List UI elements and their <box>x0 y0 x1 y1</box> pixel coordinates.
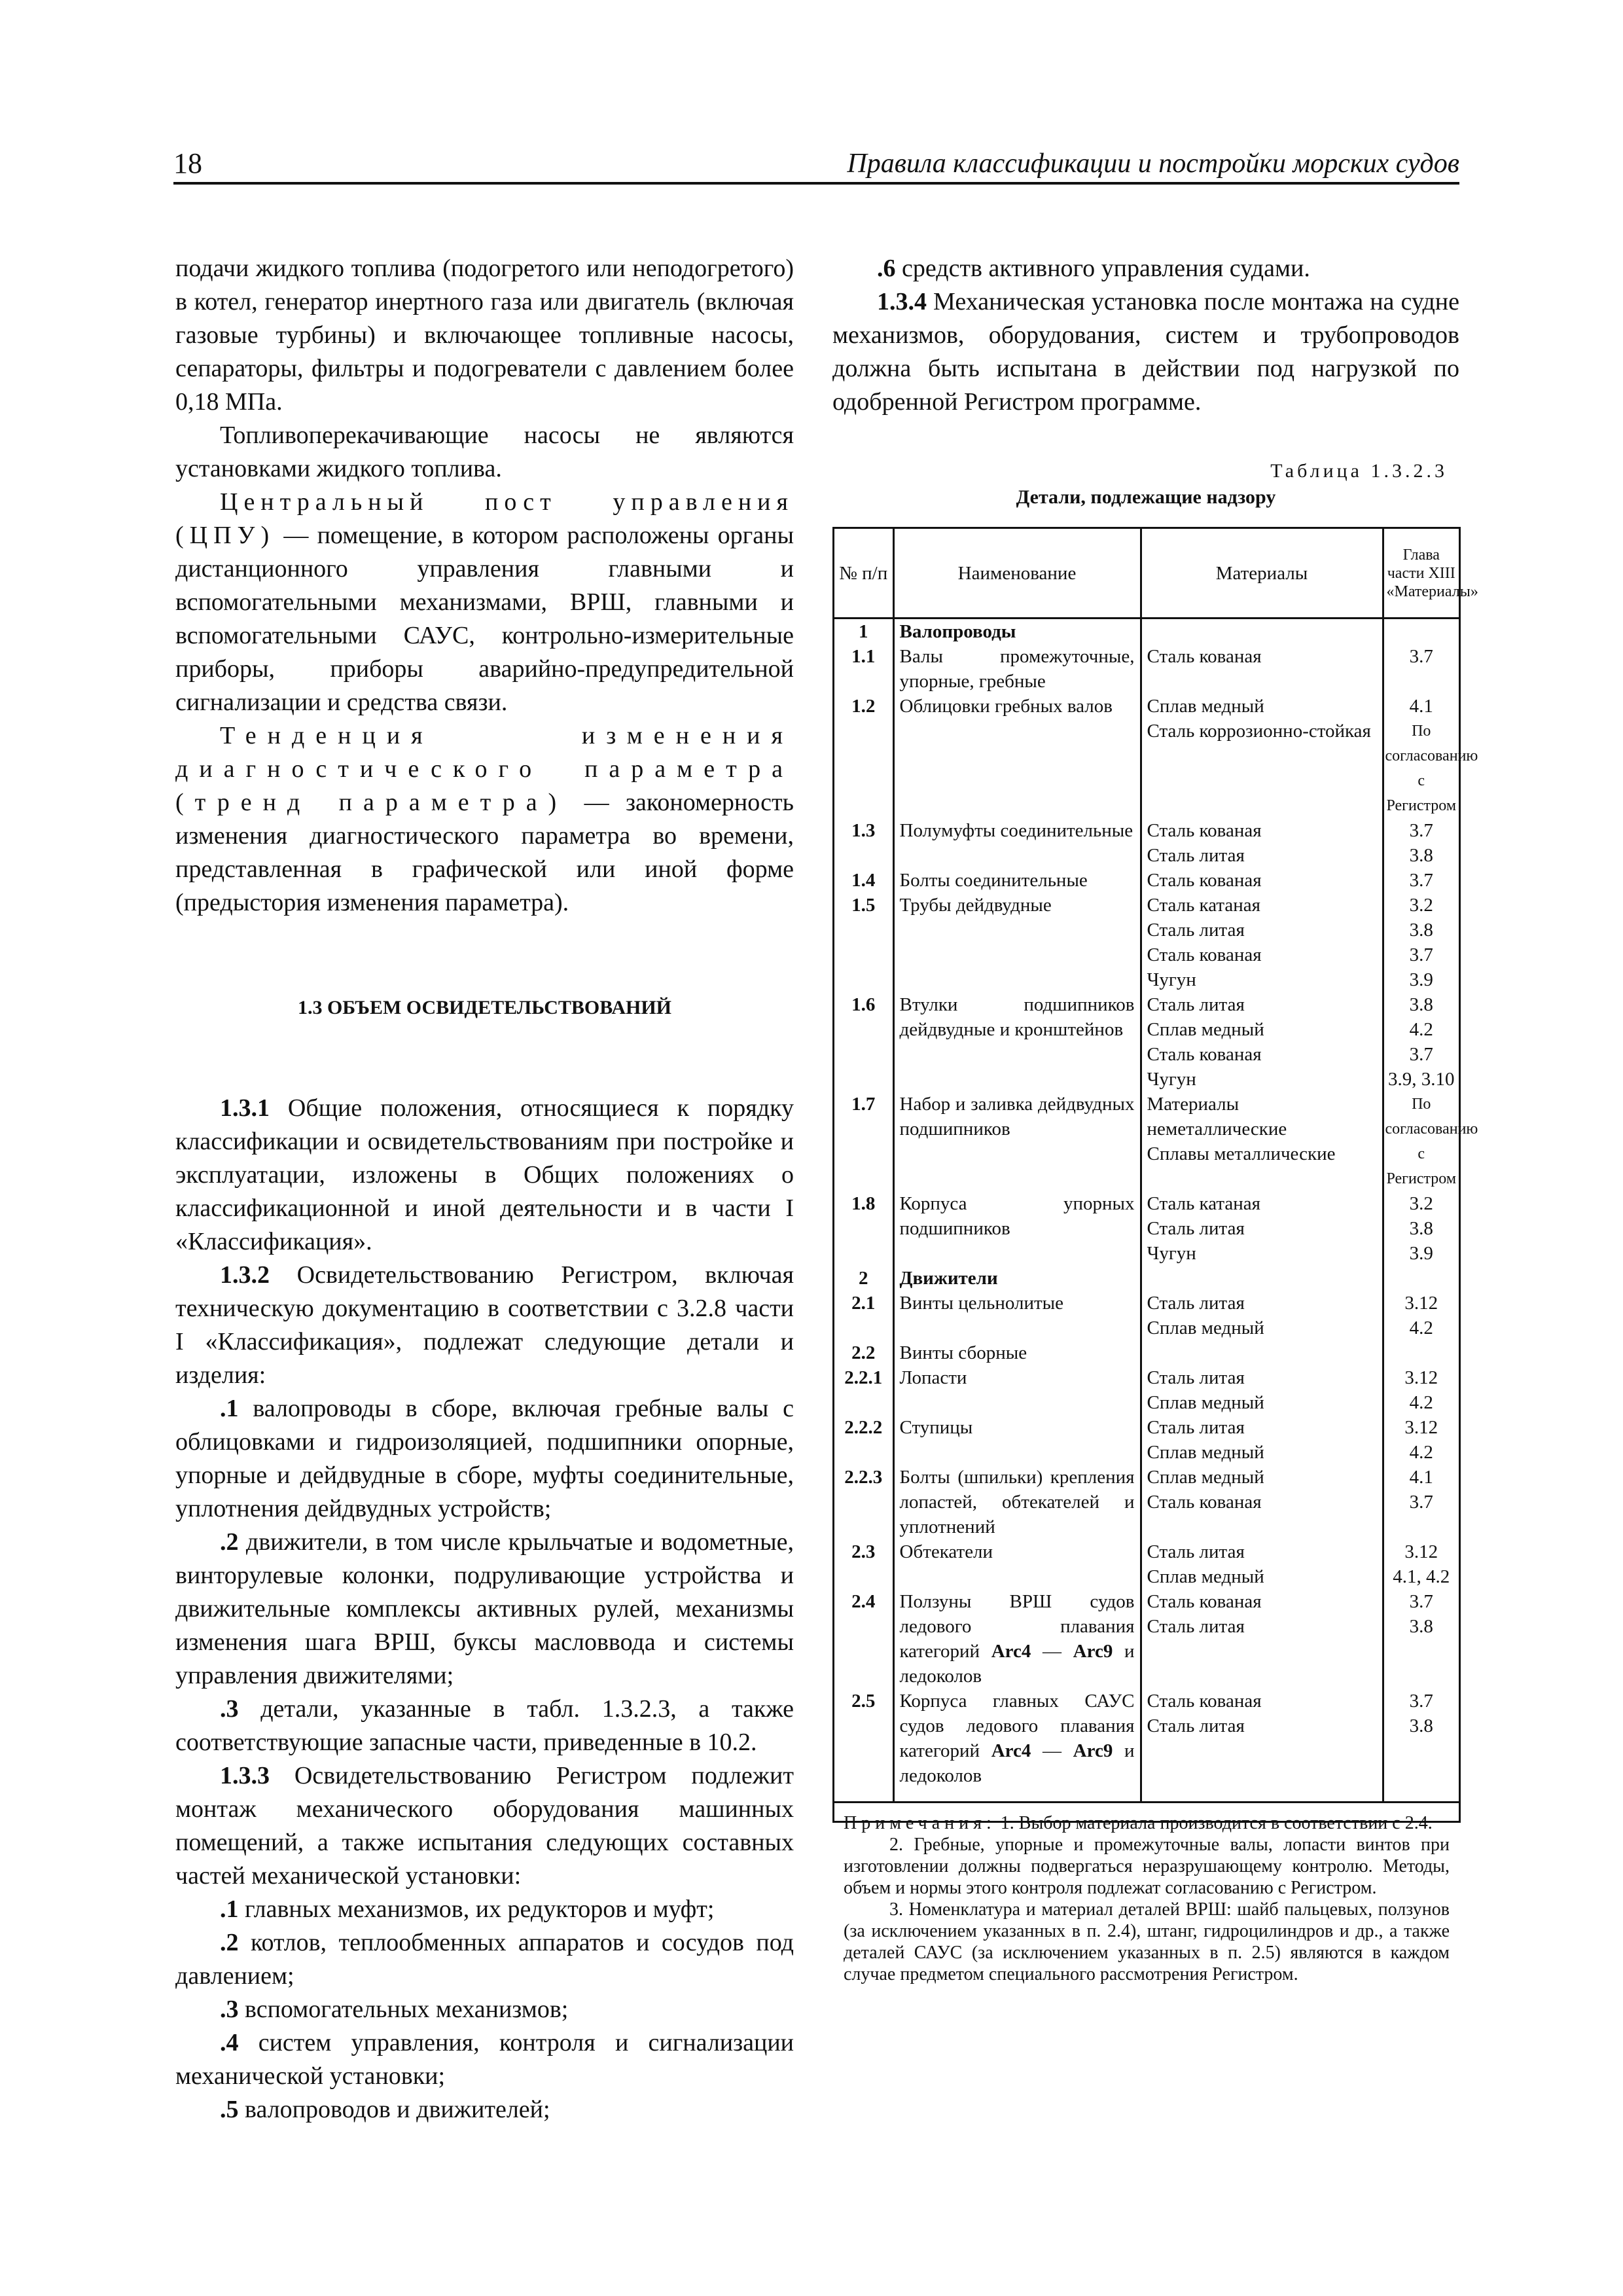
chapter-ref: 4.2 <box>1409 1019 1433 1040</box>
table-row <box>834 694 1459 818</box>
material-item: Сталь катаная <box>1147 895 1260 916</box>
chapter-ref: По согласованию с Регистром <box>1385 1096 1478 1187</box>
row-number: 2.5 <box>834 1689 893 1788</box>
chapter-ref: 3.8 <box>1409 1616 1433 1637</box>
material-item: Сплав медный <box>1147 1019 1264 1040</box>
list-item: .3 вспомогательных механизмов; <box>220 1996 569 2023</box>
chapter-cell <box>1383 1092 1478 1191</box>
material-item: Сталь кованая <box>1147 1591 1262 1612</box>
table-row <box>834 818 1459 868</box>
left-column <box>175 252 794 2126</box>
row-number: 1.8 <box>834 1191 893 1266</box>
row-number: 1.2 <box>834 694 893 818</box>
chapter-ref: 4.1, 4.2 <box>1393 1566 1450 1587</box>
materials-cell <box>1141 644 1383 694</box>
chapter-ref: 3.9 <box>1409 969 1433 990</box>
chapter-ref: 3.8 <box>1409 920 1433 941</box>
chapter-cell <box>1383 893 1459 992</box>
table-row <box>834 1191 1459 1266</box>
chapter-ref: 4.1 <box>1409 696 1433 717</box>
part-name: Обтекатели <box>893 1539 1141 1589</box>
materials-cell <box>1141 1291 1383 1340</box>
chapter-cell <box>1383 1465 1459 1539</box>
material-item: Сталь кованая <box>1147 1044 1262 1065</box>
chapter-ref: 3.7 <box>1409 870 1433 891</box>
material-item: Сплав медный <box>1147 696 1264 717</box>
header-chapter: Глава части XIII «Материалы» <box>1383 529 1459 619</box>
row-number: 2.2 <box>834 1340 893 1365</box>
header-name: Наименование <box>893 529 1141 619</box>
table-row <box>834 1365 1459 1415</box>
part-name: Винты цельнолитые <box>893 1291 1141 1340</box>
definition-trend: Тенденция изменения диагностического параметра (тренд параметра) — закономерность изменения диагностического параметра во времени, представленная в графической или иной форме (предыстория изменения параметра). <box>175 722 794 916</box>
materials-cell <box>1141 694 1383 818</box>
list-item: .6 средств активного управления судами. <box>877 255 1310 282</box>
chapter-cell <box>1383 818 1459 868</box>
chapter-cell <box>1383 1191 1459 1266</box>
material-item: Сталь литая <box>1147 1293 1245 1314</box>
material-item: Сплав медный <box>1147 1318 1264 1338</box>
table-row <box>834 1465 1459 1539</box>
list-item: .2 котлов, теплообменных аппаратов и сосудов под давлением; <box>175 1929 794 1990</box>
materials-cell <box>1141 1589 1383 1689</box>
section-title: 1.3 ОБЪЕМ ОСВИДЕТЕЛЬСТВОВАНИЙ <box>297 997 672 1018</box>
material-item: Сталь литая <box>1147 1715 1245 1736</box>
materials-cell <box>1141 1340 1383 1365</box>
clause-1-3-4: 1.3.4 Механическая установка после монтажа на судне механизмов, оборудования, систем и трубопроводов должна быть испытана в действии под нагрузкой по одобренной Регистром программе. <box>832 288 1459 416</box>
table-row <box>834 1589 1459 1689</box>
chapter-ref: 3.2 <box>1409 1193 1433 1214</box>
part-name: Движители <box>893 1266 1141 1291</box>
materials-cell <box>1141 893 1383 992</box>
materials-cell <box>1141 1539 1383 1589</box>
part-name: Лопасти <box>893 1365 1141 1415</box>
table-row <box>834 1689 1459 1788</box>
row-number: 1.7 <box>834 1092 893 1191</box>
table-notes: Примечания: 1. Выбор материала производится в соответствии с 2.4. 2. Гребные, упорные и промежуточные валы, лопасти винтов при изготовлении должны подвергаться неразрушающему контролю. Методы, объем и нормы этого контроля подлежат согласованию с Регистром. 3. Номенклатура и материал деталей ВРШ: шайб пальцевых, ползунов (за исключением указанных в п. 2.4), штанг, гидроцилиндров и др., а также деталей САУС (за исключением указанных в п. 2.5) являются в каждом случае предметом специального рассмотрения Регистром. <box>834 1803 1459 1992</box>
row-number: 1.4 <box>834 868 893 893</box>
materials-cell <box>1141 1092 1383 1191</box>
chapter-ref: 3.12 <box>1404 1417 1438 1438</box>
table-row <box>834 1092 1459 1191</box>
material-item: Сталь коррозионно-стойкая <box>1147 721 1371 742</box>
part-name: Болты соединительные <box>893 868 1141 893</box>
definition-cpu: Центральный пост управления (ЦПУ) — помещение, в котором расположены органы дистанционного управления главными и вспомогательными механизмами, ВРШ, главными и вспомогательными САУС, контрольно-измерительные приборы, приборы аварийно-предупредительной сигнализации и средства связи. <box>175 488 794 716</box>
chapter-cell <box>1383 644 1459 694</box>
row-number: 2.4 <box>834 1589 893 1689</box>
part-name: Втулки подшипников дейдвудные и кронштейнов <box>893 992 1141 1092</box>
chapter-ref: 3.12 <box>1404 1541 1438 1562</box>
spacer-row <box>834 1788 1459 1803</box>
row-number: 1.1 <box>834 644 893 694</box>
chapter-ref: 3.7 <box>1409 820 1433 841</box>
table-row <box>834 1266 1459 1291</box>
table-row <box>834 1539 1459 1589</box>
material-item: Чугун <box>1147 1069 1196 1090</box>
material-item: Материалы неметаллические <box>1147 1094 1287 1139</box>
part-name: Ползуны ВРШ судов ледового плавания категорий Arc4 — Arc9 и ледоколов <box>893 1589 1141 1689</box>
material-item: Чугун <box>1147 1243 1196 1264</box>
chapter-ref: 3.12 <box>1404 1293 1438 1314</box>
part-name: Винты сборные <box>893 1340 1141 1365</box>
chapter-ref: 3.9, 3.10 <box>1388 1069 1455 1090</box>
material-item: Сплав медный <box>1147 1566 1264 1587</box>
table-row <box>834 1291 1459 1340</box>
paragraph: Топливоперекачивающие насосы не являются установками жидкого топлива. <box>175 422 794 482</box>
material-item: Сталь литая <box>1147 1417 1245 1438</box>
table-row <box>834 1415 1459 1465</box>
chapter-ref: 3.8 <box>1409 845 1433 866</box>
part-name: Валопроводы <box>893 619 1141 645</box>
row-number: 1.6 <box>834 992 893 1092</box>
chapter-ref: 4.2 <box>1409 1318 1433 1338</box>
list-item: .2 движители, в том числе крыльчатые и водометные, винторулевые колонки, подруливающие устройства и движительные комплексы активных рулей, механизмы изменения шага ВРШ, буксы масловвода и системы управления движителями; <box>175 1528 794 1689</box>
row-number: 2.2.1 <box>834 1365 893 1415</box>
material-item: Сплав медный <box>1147 1442 1264 1463</box>
term: Тенденция изменения диагностического параметра (тренд параметра) <box>175 722 794 816</box>
part-name: Болты (шпильки) крепления лопастей, обтекателей и уплотнений <box>893 1465 1141 1539</box>
chapter-cell <box>1383 1365 1459 1415</box>
chapter-ref: 3.7 <box>1409 1691 1433 1712</box>
chapter-ref: 3.7 <box>1409 1591 1433 1612</box>
material-item: Сталь катаная <box>1147 1193 1260 1214</box>
chapter-ref: 3.2 <box>1409 895 1433 916</box>
chapter-ref: По согласованию с Регистром <box>1385 723 1478 814</box>
row-number: 2.1 <box>834 1291 893 1340</box>
header-materials: Материалы <box>1141 529 1383 619</box>
materials-cell <box>1141 992 1383 1092</box>
part-name: Облицовки гребных валов <box>893 694 1141 818</box>
chapter-ref: 3.8 <box>1409 1218 1433 1239</box>
materials-cell <box>1141 868 1383 893</box>
materials-cell <box>1141 1415 1383 1465</box>
part-name: Ступицы <box>893 1415 1141 1465</box>
table-row <box>834 868 1459 893</box>
chapter-ref: 4.2 <box>1409 1442 1433 1463</box>
materials-cell <box>1141 1266 1383 1291</box>
part-name: Набор и заливка дейдвудных подшипников <box>893 1092 1141 1191</box>
list-item: .5 валопроводов и движителей; <box>220 2096 550 2123</box>
material-item: Сталь литая <box>1147 1616 1245 1637</box>
chapter-cell <box>1383 868 1459 893</box>
clause-1-3-3: 1.3.3 Освидетельствованию Регистром подлежит монтаж механического оборудования машинных помещений, а также испытания следующих составных частей механической установки: <box>175 1762 794 1890</box>
materials-cell <box>1141 1689 1383 1788</box>
row-number: 1.5 <box>834 893 893 992</box>
chapter-cell <box>1383 619 1459 645</box>
row-number: 2.2.3 <box>834 1465 893 1539</box>
chapter-ref: 3.12 <box>1404 1367 1438 1388</box>
part-name: Корпуса главных САУС судов ледового плавания категорий Arc4 — Arc9 и ледоколов <box>893 1689 1141 1788</box>
material-item: Сталь литая <box>1147 1367 1245 1388</box>
row-number: 2.3 <box>834 1539 893 1589</box>
chapter-ref: 3.7 <box>1409 646 1433 667</box>
term: Центральный пост управления (ЦПУ) <box>175 488 794 549</box>
materials-cell <box>1141 1465 1383 1539</box>
paragraph: подачи жидкого топлива (подогретого или неподогретого) в котел, генератор инертного газа или двигатель (включая газовые турбины) и включающее топливные насосы, сепараторы, фильтры и подогреватели с давлением более 0,18 МПа. <box>175 255 794 416</box>
chapter-cell <box>1383 992 1459 1092</box>
chapter-cell <box>1383 1589 1459 1689</box>
chapter-cell <box>1383 1340 1459 1365</box>
table-label: Таблица 1.3.2.3 <box>1270 460 1448 482</box>
row-number: 1 <box>834 619 893 645</box>
chapter-ref: 3.8 <box>1409 994 1433 1015</box>
page-number: 18 <box>173 147 202 179</box>
chapter-ref: 3.7 <box>1409 944 1433 965</box>
list-item: .4 систем управления, контроля и сигнализации механической установки; <box>175 2029 794 2090</box>
material-item: Сталь литая <box>1147 1541 1245 1562</box>
material-item: Сталь литая <box>1147 920 1245 941</box>
material-item: Сталь кованая <box>1147 820 1262 841</box>
chapter-cell <box>1383 1689 1459 1788</box>
table-row <box>834 644 1459 694</box>
page-header <box>173 145 1459 185</box>
material-item: Чугун <box>1147 969 1196 990</box>
material-item: Сталь кованая <box>1147 870 1262 891</box>
table-row <box>834 1340 1459 1365</box>
list-item: .3 детали, указанные в табл. 1.3.2.3, а также соответствующие запасные части, приведенные в 10.2. <box>175 1695 794 1756</box>
material-item: Сталь литая <box>1147 994 1245 1015</box>
material-item: Сталь кованая <box>1147 1691 1262 1712</box>
header-num: № п/п <box>834 529 893 619</box>
materials-cell <box>1141 1365 1383 1415</box>
table-caption: Детали, подлежащие надзору <box>1016 486 1276 508</box>
clause-1-3-2: 1.3.2 Освидетельствованию Регистром, включая техническую документацию в соответствии с 3.2.8 части I «Классификация», подлежат следующие детали и изделия: <box>175 1261 794 1389</box>
row-number: 2 <box>834 1266 893 1291</box>
row-number: 1.3 <box>834 818 893 868</box>
table-row <box>834 619 1459 645</box>
materials-cell <box>1141 1191 1383 1266</box>
row-number: 2.2.2 <box>834 1415 893 1465</box>
table-row <box>834 992 1459 1092</box>
material-item: Сталь литая <box>1147 845 1245 866</box>
parts-table <box>832 527 1478 1984</box>
part-name: Валы промежуточные, упорные, гребные <box>893 644 1141 694</box>
right-column <box>832 252 1459 419</box>
materials-cell <box>1141 818 1383 868</box>
chapter-ref: 3.8 <box>1409 1715 1433 1736</box>
material-item: Сталь кованая <box>1147 1492 1262 1513</box>
chapter-cell <box>1383 1266 1459 1291</box>
chapter-cell <box>1383 1415 1459 1465</box>
part-name: Полумуфты соединительные <box>893 818 1141 868</box>
table-row <box>834 893 1459 992</box>
chapter-cell <box>1383 1539 1459 1589</box>
running-title: Правила классификации и постройки морских судов <box>847 149 1459 179</box>
materials-cell <box>1141 619 1383 645</box>
chapter-ref: 4.2 <box>1409 1392 1433 1413</box>
clause-1-3-1: 1.3.1 Общие положения, относящиеся к порядку классификации и освидетельствованиям при постройке и эксплуатации, изложены в Общих положениях о классификационной и иной деятельности и в части I «Классификация». <box>175 1094 794 1255</box>
chapter-ref: 3.7 <box>1409 1044 1433 1065</box>
material-item: Сплав медный <box>1147 1467 1264 1488</box>
chapter-ref: 3.7 <box>1409 1492 1433 1513</box>
chapter-cell <box>1383 694 1478 818</box>
chapter-ref: 3.9 <box>1409 1243 1433 1264</box>
chapter-ref: 4.1 <box>1409 1467 1433 1488</box>
material-item: Сплав медный <box>1147 1392 1264 1413</box>
chapter-cell <box>1383 1291 1459 1340</box>
material-item: Сталь кованая <box>1147 944 1262 965</box>
list-item: .1 валопроводы в сборе, включая гребные валы с облицовками и гидроизоляцией, подшипники опорные, упорные и дейдвудные в сборе, муфты соединительные, уплотнения дейдвудных устройств; <box>175 1395 794 1522</box>
list-item: .1 главных механизмов, их редукторов и муфт; <box>220 1895 715 1923</box>
material-item: Сталь литая <box>1147 1218 1245 1239</box>
material-item: Сплавы металлические <box>1147 1143 1336 1164</box>
material-item: Сталь кованая <box>1147 646 1262 667</box>
part-name: Трубы дейдвудные <box>893 893 1141 992</box>
part-name: Корпуса упорных подшипников <box>893 1191 1141 1266</box>
